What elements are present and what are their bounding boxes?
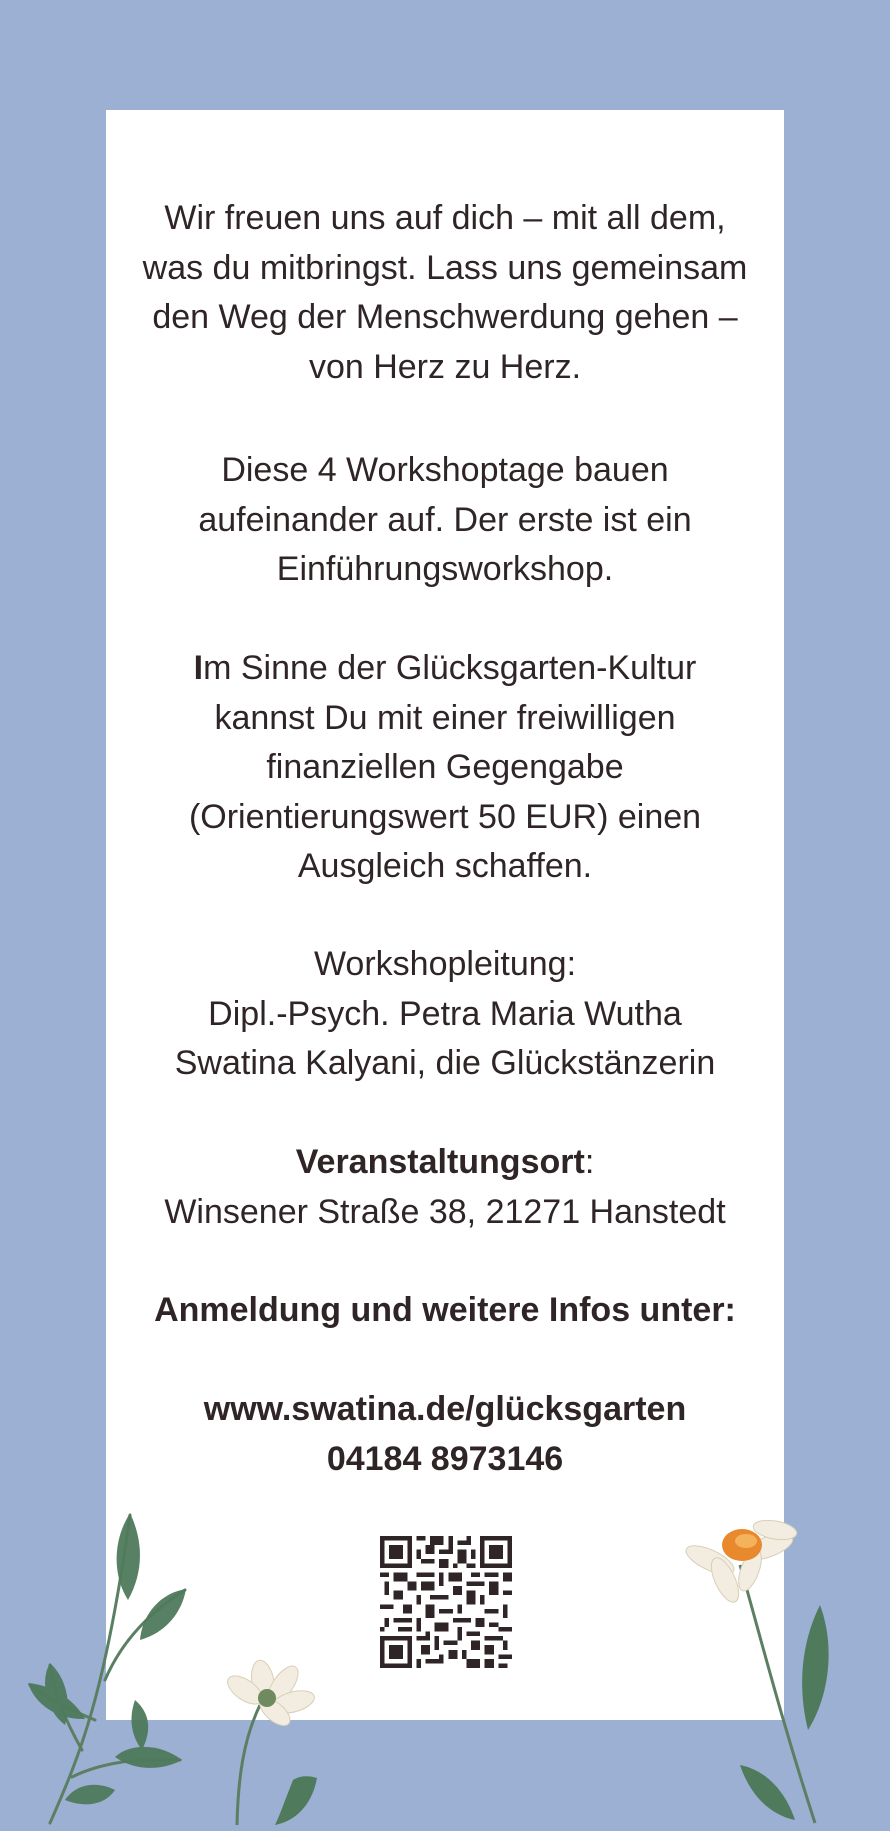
workshops-line: Einführungsworkshop.	[276, 550, 614, 588]
workshops-line: aufeinander auf. Der erste ist ein	[198, 500, 692, 539]
contribution-first-line-text: m Sinne der Glücksgarten-Kultur	[203, 649, 697, 687]
leader-name: Swatina Kalyani, die Glückstänzerin	[174, 1044, 716, 1082]
intro-paragraph	[106, 194, 784, 392]
venue-block	[106, 1138, 784, 1237]
contact-block	[106, 1385, 784, 1484]
contribution-line: kannst Du mit einer freiwilligen	[214, 698, 676, 737]
leadership-block	[106, 940, 784, 1089]
website-link[interactable]: www.swatina.de/glücksgarten	[203, 1390, 687, 1428]
intro-line: den Weg der Menschwerdung gehen –	[152, 298, 738, 336]
registration-label: Anmeldung und weitere Infos unter:	[154, 1291, 736, 1329]
workshops-paragraph	[106, 446, 784, 595]
venue-colon: :	[584, 1143, 595, 1181]
leader-name: Dipl.-Psych. Petra Maria Wutha	[208, 994, 682, 1033]
venue-address: Winsener Straße 38, 21271 Hanstedt	[164, 1192, 726, 1231]
phone-number: 04184 8973146	[326, 1439, 564, 1478]
leadership-label: Workshopleitung:	[313, 945, 577, 983]
contribution-initial: I	[193, 649, 204, 687]
contribution-line: Ausgleich schaffen.	[297, 847, 593, 885]
contribution-paragraph	[106, 644, 784, 892]
intro-line: Wir freuen uns auf dich – mit all dem,	[164, 199, 726, 237]
venue-heading	[106, 1138, 784, 1188]
contribution-line: (Orientierungswert 50 EUR) einen	[188, 797, 702, 836]
contribution-first-line	[106, 644, 784, 694]
venue-label: Veranstaltungsort	[295, 1143, 585, 1181]
contribution-line: finanziellen Gegengabe	[266, 748, 624, 786]
workshops-line: Diese 4 Workshoptage bauen	[221, 451, 669, 489]
qr-code-icon[interactable]	[380, 1536, 512, 1668]
intro-line: was du mitbringst. Lass uns gemeinsam	[142, 248, 748, 287]
intro-line: von Herz zu Herz.	[308, 347, 582, 386]
flyer-card	[106, 110, 784, 1720]
